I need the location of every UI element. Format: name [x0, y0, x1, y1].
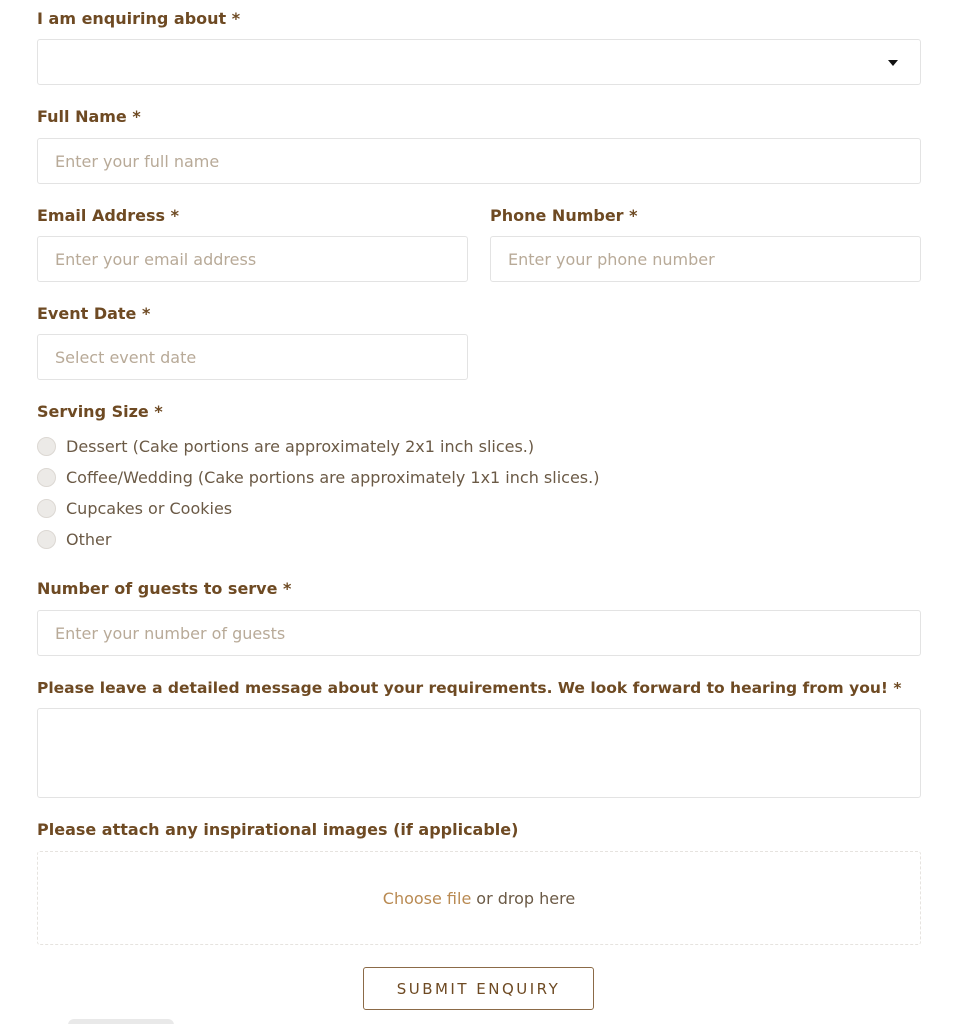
enquiry-select[interactable] — [37, 39, 921, 85]
serving-option-other[interactable] — [37, 528, 111, 550]
submit-enquiry-button[interactable]: SUBMIT ENQUIRY — [363, 967, 594, 1010]
file-dropzone[interactable] — [37, 851, 921, 945]
serving-option-cupcakes-cookies[interactable] — [37, 497, 232, 519]
radio-button[interactable] — [37, 437, 56, 456]
serving-option-dessert[interactable] — [37, 435, 534, 457]
serving-option-label: Other — [66, 529, 112, 549]
enquiry-label: I am enquiring about * — [37, 9, 241, 28]
event-date-input[interactable] — [38, 335, 467, 379]
phone-input[interactable] — [491, 237, 920, 281]
guests-input[interactable] — [38, 611, 920, 655]
serving-option-label: Coffee/Wedding (Cake portions are approximately 1x1 inch slices.) — [66, 467, 600, 487]
full-name-label: Full Name * — [37, 107, 141, 126]
full-name-field-wrapper — [37, 138, 921, 184]
event-date-label: Event Date * — [37, 304, 151, 323]
serving-size-label: Serving Size * — [37, 402, 163, 421]
phone-label: Phone Number * — [490, 206, 638, 225]
drop-here-text: or drop here — [476, 888, 576, 908]
radio-button[interactable] — [37, 468, 56, 487]
attachment-label: Please attach any inspirational images (if applicable) — [37, 820, 519, 839]
message-field-wrapper — [37, 708, 921, 798]
serving-option-label: Dessert (Cake portions are approximately 2x1 inch slices.) — [66, 436, 535, 456]
guests-label: Number of guests to serve * — [37, 579, 292, 598]
radio-button[interactable] — [37, 499, 56, 518]
message-label: Please leave a detailed message about your requirements. We look forward to hearing from you! * — [37, 679, 902, 697]
partial-element — [68, 1019, 174, 1024]
guests-field-wrapper — [37, 610, 921, 656]
message-textarea[interactable] — [38, 709, 920, 797]
radio-button[interactable] — [37, 530, 56, 549]
serving-option-coffee-wedding[interactable] — [37, 466, 599, 488]
choose-file-link[interactable]: Choose file — [382, 888, 472, 908]
email-label: Email Address * — [37, 206, 179, 225]
full-name-input[interactable] — [38, 139, 920, 183]
event-date-field-wrapper — [37, 334, 468, 380]
caret-down-icon — [888, 60, 898, 66]
serving-option-label: Cupcakes or Cookies — [66, 498, 233, 518]
phone-field-wrapper — [490, 236, 921, 282]
email-field-wrapper — [37, 236, 468, 282]
email-input[interactable] — [38, 237, 467, 281]
